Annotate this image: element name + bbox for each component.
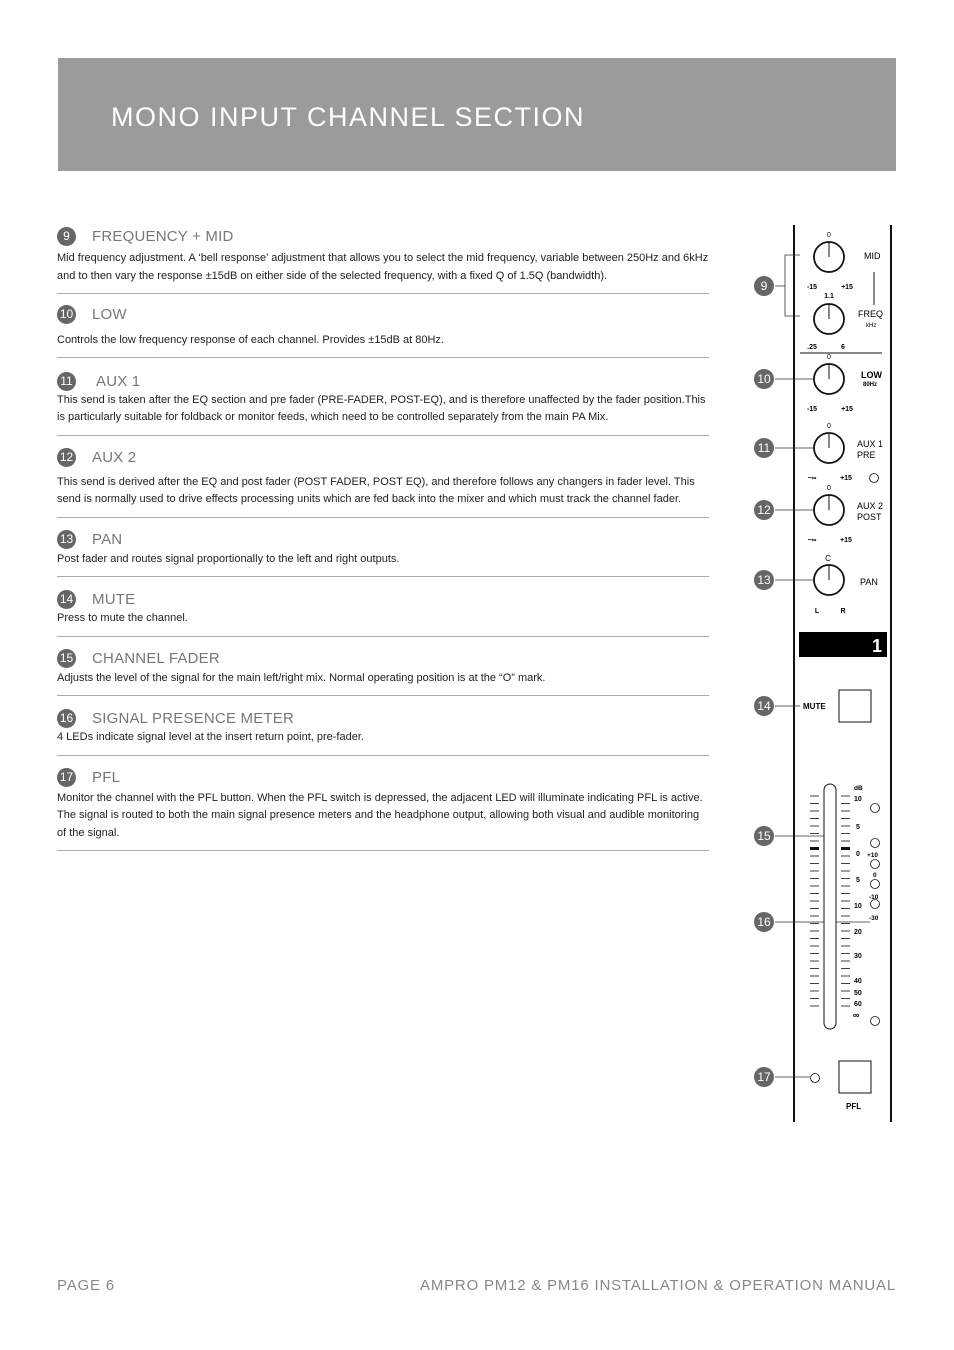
pfl-led-icon bbox=[811, 1074, 820, 1083]
svg-text:9: 9 bbox=[760, 279, 768, 293]
svg-text:0: 0 bbox=[827, 232, 831, 239]
svg-text:5: 5 bbox=[856, 824, 860, 831]
callout-12 bbox=[754, 500, 815, 520]
section-low bbox=[57, 294, 709, 358]
section-text: This send is derived after the EQ and post fader (POST FADER, POST EQ), and therefore follows any changers in fader level. This send is normally used to drive effects processing units which are fed back into the mixer and which must track the channel fader. bbox=[57, 475, 695, 505]
section-mute bbox=[57, 577, 709, 637]
svg-text:12: 12 bbox=[757, 503, 771, 517]
section-text: This send is taken after the EQ section and pre fader (PRE-FADER, POST-EQ), and is therefore unaffected by the fader position.This is particularly suitable for foldback or monitor feeds, which need to be controlled separately from the main PA Mix. bbox=[57, 393, 706, 423]
meter-led-icon bbox=[871, 860, 880, 869]
low-label: LOW bbox=[861, 370, 882, 380]
svg-text:1.1: 1.1 bbox=[824, 293, 834, 300]
section-number-badge: 16 bbox=[57, 709, 76, 728]
section-title: AUX 1 bbox=[96, 373, 141, 390]
page-title: MONO INPUT CHANNEL SECTION bbox=[111, 102, 586, 132]
svg-text:−∞: −∞ bbox=[807, 475, 817, 482]
channel-fader[interactable] bbox=[824, 784, 836, 1029]
meter-led-icon bbox=[871, 804, 880, 813]
svg-text:R: R bbox=[840, 608, 846, 615]
section-text: Adjusts the level of the signal for the main left/right mix. Normal operating position is at the “O” mark. bbox=[57, 671, 546, 684]
aux2-knob[interactable] bbox=[807, 485, 852, 544]
svg-text:dB: dB bbox=[854, 785, 863, 792]
pfl-indicator-led-icon bbox=[871, 1017, 880, 1026]
section-text: Monitor the channel with the PFL button. When the PFL switch is depressed, the adjacent LED will illuminate indicating PFL is active. The signal is routed to both the main signal presence meters and the headphone output, allowing both visual and audible monitoring of the signal. bbox=[57, 791, 703, 839]
mute-button[interactable] bbox=[839, 690, 871, 722]
meter-led-icon bbox=[871, 839, 880, 848]
callout-17 bbox=[754, 1067, 810, 1087]
svg-text:6: 6 bbox=[841, 344, 845, 351]
section-aux-2 bbox=[57, 436, 709, 518]
section-title: SIGNAL PRESENCE METER bbox=[92, 709, 295, 727]
svg-text:0: 0 bbox=[827, 354, 831, 361]
section-aux-1 bbox=[57, 358, 709, 436]
section-number-badge: 12 bbox=[57, 448, 76, 467]
aux2-post-label: POST bbox=[857, 512, 882, 522]
svg-text:15: 15 bbox=[757, 829, 771, 843]
svg-text:50: 50 bbox=[854, 990, 862, 997]
section-text: Mid frequency adjustment. A ‘bell response’ adjustment that allows you to select the mid frequency, variable between 250Hz and 6kHz and to then vary the response ±15dB on either side of the selected frequency, with a fixed Q of 1.5Q (bandwidth). bbox=[57, 252, 709, 282]
svg-text:.25: .25 bbox=[807, 344, 817, 351]
section-title: AUX 2 bbox=[92, 449, 137, 466]
section-pfl bbox=[57, 756, 709, 852]
svg-text:-10: -10 bbox=[869, 894, 879, 901]
section-title: PAN bbox=[92, 531, 123, 548]
svg-text:L: L bbox=[814, 608, 820, 615]
section-number-badge: 15 bbox=[57, 649, 76, 668]
callout-16 bbox=[754, 912, 870, 932]
channel-number: 1 bbox=[871, 636, 882, 656]
svg-text:11: 11 bbox=[757, 441, 771, 455]
section-title: LOW bbox=[92, 305, 127, 323]
aux2-label: AUX 2 bbox=[857, 501, 884, 511]
section-title: MUTE bbox=[92, 590, 136, 608]
svg-text:-15: -15 bbox=[806, 406, 818, 413]
section-title: FREQUENCY + MID bbox=[92, 227, 234, 245]
svg-text:17: 17 bbox=[757, 1070, 771, 1084]
section-title: CHANNEL FADER bbox=[92, 650, 220, 667]
mid-label: MID bbox=[864, 251, 881, 261]
header-banner bbox=[58, 58, 896, 171]
svg-text:13: 13 bbox=[757, 573, 771, 587]
freq-knob[interactable] bbox=[807, 293, 845, 351]
section-pan bbox=[57, 518, 709, 578]
callout-11 bbox=[754, 438, 815, 458]
freq-label: FREQ bbox=[858, 309, 884, 319]
svg-text:60: 60 bbox=[854, 1001, 862, 1008]
svg-text:10: 10 bbox=[854, 796, 862, 803]
section-list bbox=[57, 220, 709, 851]
section-number-badge: 13 bbox=[57, 530, 76, 549]
svg-text:0: 0 bbox=[827, 485, 831, 492]
section-number-badge: 9 bbox=[57, 227, 76, 246]
svg-text:+15: +15 bbox=[841, 406, 853, 413]
pfl-button[interactable] bbox=[839, 1061, 871, 1093]
section-text: Press to mute the channel. bbox=[57, 612, 188, 624]
svg-text:+15: +15 bbox=[841, 284, 853, 291]
callout-10 bbox=[754, 369, 815, 389]
low-knob[interactable] bbox=[807, 354, 853, 413]
meter-led-icon bbox=[871, 880, 880, 889]
svg-text:16: 16 bbox=[757, 915, 771, 929]
pan-label: PAN bbox=[860, 577, 878, 587]
aux1-knob[interactable] bbox=[807, 423, 852, 482]
section-number-badge: 14 bbox=[57, 590, 76, 609]
pan-knob[interactable] bbox=[814, 554, 846, 615]
svg-text:0: 0 bbox=[873, 872, 877, 879]
svg-text:5: 5 bbox=[856, 877, 860, 884]
freq-unit-label: kHz bbox=[866, 323, 877, 329]
svg-text:10: 10 bbox=[757, 372, 771, 386]
section-text: Controls the low frequency response of each channel. Provides ±15dB at 80Hz. bbox=[57, 334, 444, 346]
section-number-badge: 17 bbox=[57, 768, 76, 787]
svg-text:30: 30 bbox=[854, 953, 862, 960]
callout-13 bbox=[754, 570, 815, 590]
mute-label: MUTE bbox=[803, 702, 826, 711]
aux1-pre-label: PRE bbox=[857, 450, 876, 460]
svg-text:40: 40 bbox=[854, 978, 862, 985]
svg-text:20: 20 bbox=[854, 929, 862, 936]
svg-text:10: 10 bbox=[854, 903, 862, 910]
svg-text:-15: -15 bbox=[806, 284, 818, 291]
section-title: PFL bbox=[92, 769, 121, 786]
section-channel-fader bbox=[57, 637, 709, 697]
section-signal-presence-meter bbox=[57, 696, 709, 756]
section-text: 4 LEDs indicate signal level at the insert return point, pre-fader. bbox=[57, 731, 364, 743]
section-number-badge: 10 bbox=[57, 305, 76, 324]
section-text: Post fader and routes signal proportionally to the left and right outputs. bbox=[57, 552, 400, 565]
page-number: PAGE 6 bbox=[57, 1277, 115, 1294]
aux1-label: AUX 1 bbox=[857, 439, 884, 449]
callout-15 bbox=[754, 826, 824, 846]
svg-text:14: 14 bbox=[757, 699, 771, 713]
svg-text:0: 0 bbox=[827, 423, 831, 430]
svg-text:+15: +15 bbox=[840, 475, 852, 482]
svg-text:+10: +10 bbox=[867, 852, 879, 859]
svg-text:0: 0 bbox=[856, 851, 860, 858]
svg-text:-30: -30 bbox=[869, 915, 879, 922]
svg-text:C: C bbox=[825, 554, 831, 563]
fader-scale bbox=[853, 785, 863, 1020]
mid-knob[interactable] bbox=[807, 232, 853, 291]
low-sub-label: 80Hz bbox=[863, 382, 878, 388]
section-frequency-mid bbox=[57, 220, 709, 294]
svg-text:+15: +15 bbox=[840, 537, 852, 544]
aux1-led-icon bbox=[870, 474, 879, 483]
svg-text:∞: ∞ bbox=[853, 1010, 860, 1020]
svg-text:−∞: −∞ bbox=[807, 537, 817, 544]
signal-meter bbox=[867, 804, 880, 1026]
manual-title: AMPRO PM12 & PM16 INSTALLATION & OPERATION MANUAL bbox=[420, 1277, 896, 1294]
section-number-badge: 11 bbox=[57, 372, 76, 391]
pfl-label: PFL bbox=[846, 1102, 862, 1111]
channel-strip-diagram bbox=[745, 215, 905, 1130]
